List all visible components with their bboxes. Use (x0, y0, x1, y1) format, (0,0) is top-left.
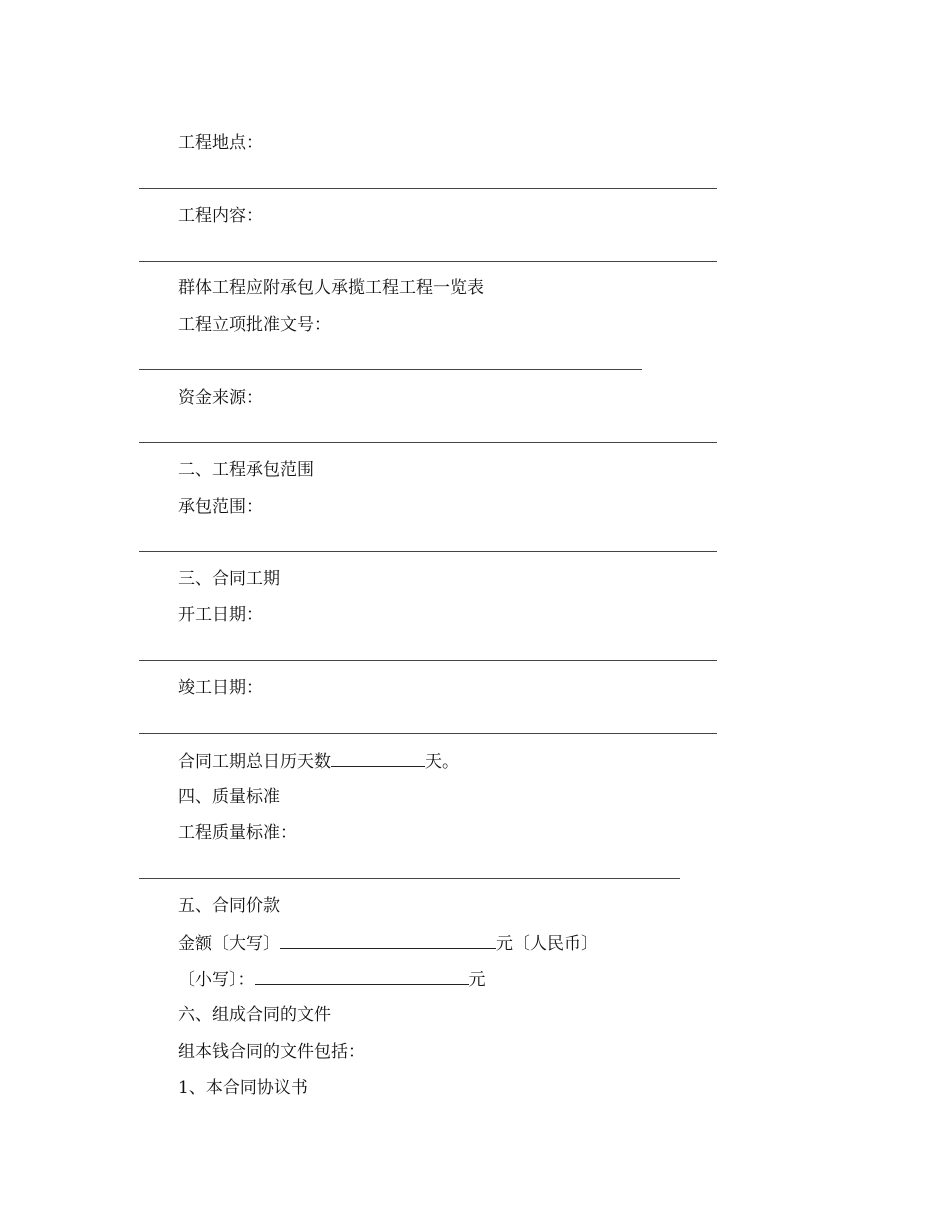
project-location-fill-line (139, 188, 717, 189)
quality-standard-fill-line (139, 878, 680, 879)
amount-lower-prefix: 〔小写〕： (178, 970, 255, 990)
scope-fill-line (139, 551, 717, 552)
amount-upper-blank[interactable] (280, 932, 496, 949)
approval-number-label: 工程立项批准文号： (178, 315, 331, 335)
total-days-line (178, 750, 459, 773)
quality-standard-label: 工程质量标准： (178, 823, 297, 843)
start-date-fill-line (139, 660, 717, 661)
approval-number-fill-line (139, 369, 642, 370)
completion-date-fill-line (139, 733, 717, 734)
scope-label: 承包范围： (178, 497, 263, 517)
project-location-label: 工程地点： (178, 133, 263, 153)
amount-lower-blank[interactable] (255, 968, 469, 985)
total-days-suffix: 天。 (425, 752, 459, 772)
amount-upper-suffix: 元〔人民币〕 (496, 934, 598, 954)
project-content-label: 工程内容： (178, 206, 263, 226)
documents-intro: 组本钱合同的文件包括： (178, 1042, 365, 1062)
amount-lower-line (178, 968, 486, 991)
funding-source-fill-line (139, 442, 717, 443)
document-item-1: 1、本合同协议书 (178, 1078, 308, 1098)
amount-upper-prefix: 金额〔大写〕 (178, 934, 280, 954)
amount-upper-line (178, 932, 598, 955)
funding-source-label: 资金来源： (178, 388, 263, 408)
amount-lower-suffix: 元 (468, 970, 486, 990)
group-project-note: 群体工程应附承包人承揽工程工程一览表 (178, 278, 484, 298)
total-days-blank[interactable] (331, 750, 425, 767)
project-content-fill-line (139, 261, 717, 262)
section5-title: 五、合同价款 (178, 896, 280, 916)
section4-title: 四、质量标准 (178, 787, 280, 807)
section3-title: 三、合同工期 (178, 569, 280, 589)
section6-title: 六、组成合同的文件 (178, 1005, 331, 1025)
total-days-prefix: 合同工期总日历天数 (178, 752, 331, 772)
start-date-label: 开工日期： (178, 605, 263, 625)
completion-date-label: 竣工日期： (178, 678, 263, 698)
section2-title: 二、工程承包范围 (178, 460, 314, 480)
